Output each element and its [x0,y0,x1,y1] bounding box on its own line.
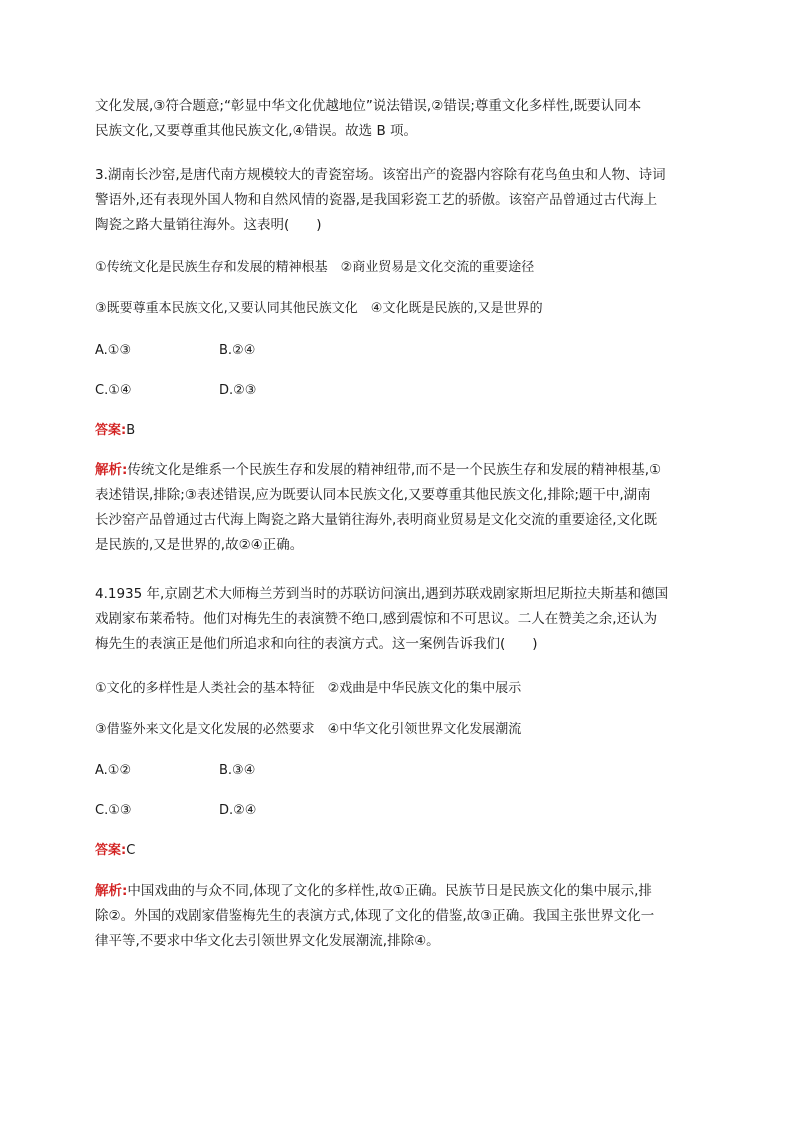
text-line: 是民族的,又是世界的,故②④正确。 [95,537,304,553]
text-line: 除②。外国的戏剧家借鉴梅先生的表演方式,体现了文化的借鉴,故③正确。我国主张世界文化一 [95,908,655,924]
option-b[interactable]: B.②④ [219,343,256,358]
analysis-label: 解析: [95,462,128,478]
question-3-statements-3-4: ③既要尊重本民族文化,又要认同其他民族文化 ④文化既是民族的,又是世界的 [95,301,543,316]
answer-label: 答案: [95,843,127,858]
text-line: 陶瓷之路大量销往海外。这表明( ) [95,217,322,233]
option-d[interactable]: D.②④ [219,803,257,818]
question-3-statements-1-2: ①传统文化是民族生存和发展的精神根基 ②商业贸易是文化交流的重要途径 [95,260,535,275]
text-line: 律平等,不要求中华文化去引领世界文化发展潮流,排除④。 [95,933,440,949]
option-d[interactable]: D.②③ [219,383,257,398]
analysis-label: 解析: [95,883,128,899]
option-b[interactable]: B.③④ [219,763,256,778]
question-4-stem [95,582,705,657]
text-line: 表述错误,排除;③表述错误,应为既要认同本民族文化,又要尊重其他民族文化,排除;题干中,湖南 [95,487,651,503]
text-line: 长沙窑产品曾通过古代海上陶瓷之路大量销往海外,表明商业贸易是文化交流的重要途径,文化既 [95,512,658,528]
text-line: 民族文化,又要尊重其他民族文化,④错误。故选 B 项。 [95,123,418,139]
option-a[interactable]: A.①③ [95,343,132,358]
option-a[interactable]: A.①② [95,763,132,778]
question-4-analysis [95,879,705,954]
text-line: 文化发展,③符合题意;“彰显中华文化优越地位”说法错误,②错误;尊重文化多样性,既要认同本 [95,98,642,114]
text-line: 警语外,还有表现外国人物和自然风情的瓷器,是我国彩瓷工艺的骄傲。该窑产品曾通过古代海上 [95,192,658,208]
question-3-analysis [95,458,705,558]
answer-value: B [126,423,136,438]
option-c[interactable]: C.①③ [95,803,132,818]
previous-analysis-continuation [95,94,705,144]
answer-label: 答案: [95,423,127,438]
text-line: 戏剧家布莱希特。他们对梅先生的表演赞不绝口,感到震惊和不可思议。二人在赞美之余,还认为 [95,611,658,627]
question-4-statements-3-4: ③借鉴外来文化是文化发展的必然要求 ④中华文化引领世界文化发展潮流 [95,722,522,737]
answer-line [95,841,135,861]
option-c[interactable]: C.①④ [95,383,132,398]
text-line: 解析:中国戏曲的与众不同,体现了文化的多样性,故①正确。民族节日是民族文化的集中展示,排 [95,883,652,899]
text-line: 解析:传统文化是维系一个民族生存和发展的精神纽带,而不是一个民族生存和发展的精神根基,① [95,462,662,478]
answer-line [95,421,135,441]
question-4-statements-1-2: ①文化的多样性是人类社会的基本特征 ②戏曲是中华民族文化的集中展示 [95,681,522,696]
text-line: 3.湖南长沙窑,是唐代南方规模较大的青瓷窑场。该窑出产的瓷器内容除有花鸟鱼虫和人物、诗词 [95,167,666,183]
text-line: 4.1935 年,京剧艺术大师梅兰芳到当时的苏联访问演出,遇到苏联戏剧家斯坦尼斯拉夫斯基和德国 [95,586,669,602]
text-line: 梅先生的表演正是他们所追求和向往的表演方式。这一案例告诉我们( ) [95,636,538,652]
answer-value: C [126,843,136,858]
question-3-stem [95,163,705,238]
